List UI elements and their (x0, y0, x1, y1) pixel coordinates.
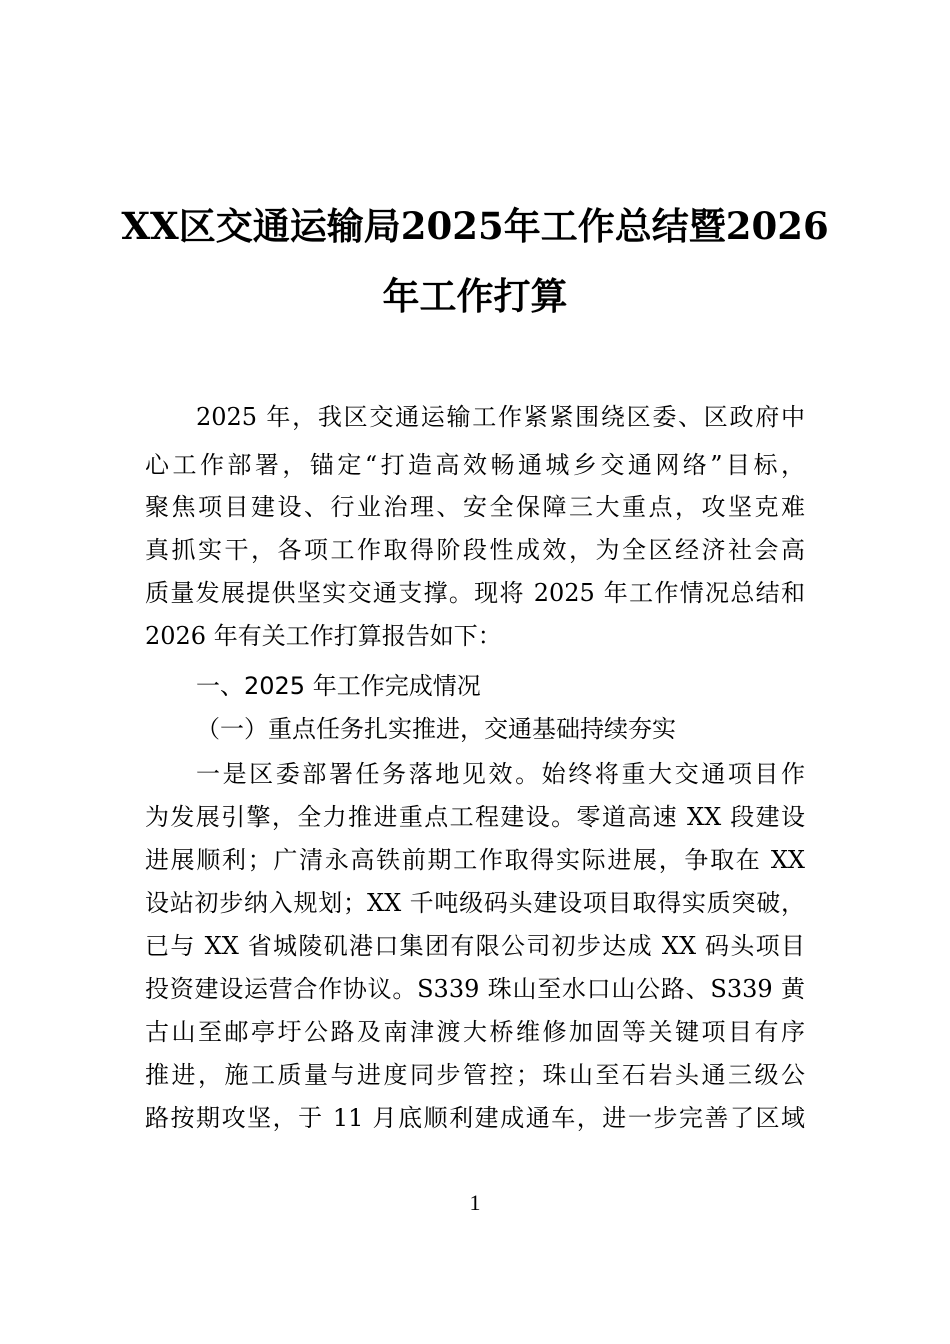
paragraph-line: 投资建设运营合作协议。S339 珠山至水口山公路、S339 黄 (145, 975, 805, 1003)
paragraph-line: 推进，施工质量与进度同步管控；珠山至石岩头通三级公 (145, 1061, 805, 1089)
paragraph-line: 聚焦项目建设、行业治理、安全保障三大重点，攻坚克难 (145, 493, 805, 521)
paragraph-line: 路按期攻坚，于 11 月底顺利建成通车，进一步完善了区域 (145, 1104, 805, 1132)
paragraph-line: 一是区委部署任务落地见效。始终将重大交通项目作 (196, 760, 805, 788)
paragraph-line: 设站初步纳入规划；XX 千吨级码头建设项目取得实质突破， (145, 889, 805, 917)
document-title-line-1: XX区交通运输局2025年工作总结暨2026 (121, 204, 829, 248)
page-number: 1 (469, 1190, 481, 1215)
document-title-line-2: 年工作打算 (382, 274, 568, 318)
paragraph-line: 2026 年有关工作打算报告如下： (145, 622, 502, 650)
paragraph-line: 古山至邮亭圩公路及南津渡大桥维修加固等关键项目有序 (145, 1018, 805, 1046)
paragraph-line: 为发展引擎，全力推进重点工程建设。零道高速 XX 段建设 (145, 803, 805, 831)
paragraph-line: 已与 XX 省城陵矶港口集团有限公司初步达成 XX 码头项目 (145, 932, 805, 960)
section-heading: 一、2025 年工作完成情况 (196, 672, 481, 700)
paragraph-line: 进展顺利；广清永高铁前期工作取得实际进展，争取在 XX (145, 846, 805, 874)
paragraph-line: 2025 年，我区交通运输工作紧紧围绕区委、区政府中 (196, 403, 805, 431)
paragraph-line: 心工作部署，锚定“打造高效畅通城乡交通网络”目标， (145, 451, 805, 479)
paragraph-line: 质量发展提供坚实交通支撑。现将 2025 年工作情况总结和 (145, 579, 805, 607)
paragraph-line: 真抓实干，各项工作取得阶段性成效，为全区经济社会高 (145, 536, 805, 564)
subsection-heading: （一）重点任务扎实推进，交通基础持续夯实 (196, 715, 676, 743)
